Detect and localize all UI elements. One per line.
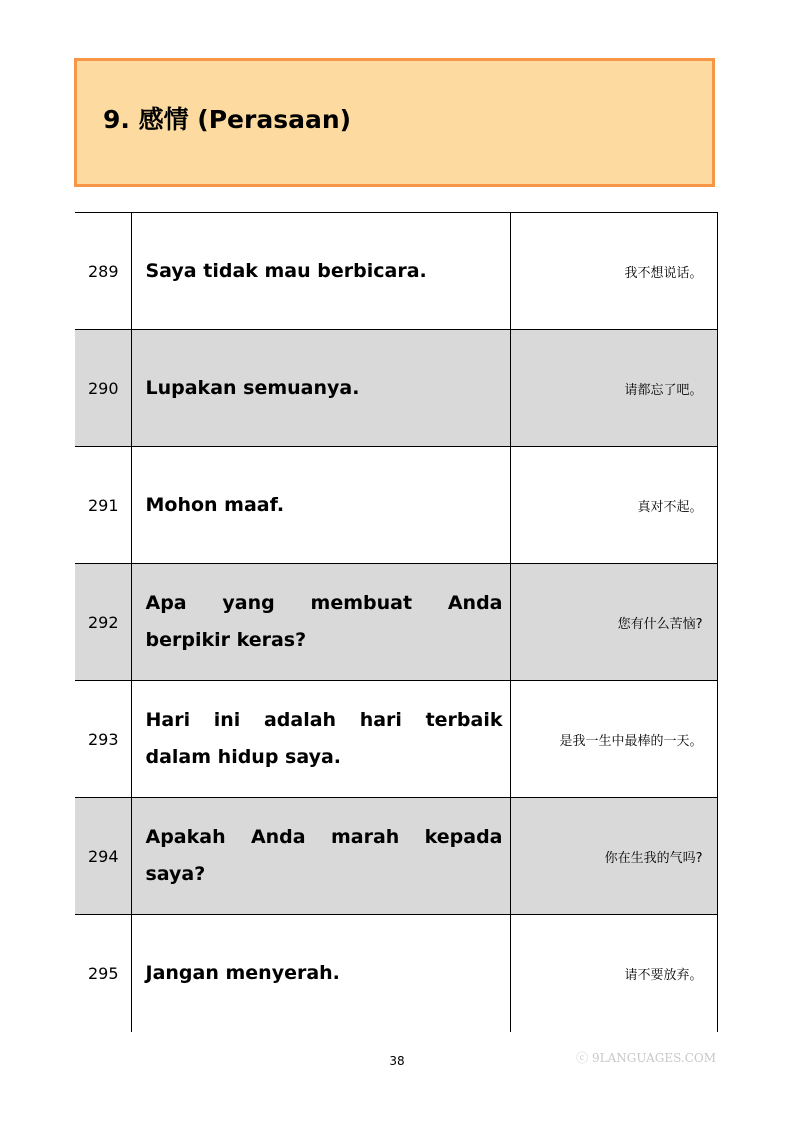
table-row <box>75 915 717 1032</box>
chinese-phrase: 是我一生中最棒的一天。 <box>510 681 717 798</box>
phrase-number: 290 <box>75 330 131 447</box>
chinese-phrase: 请不要放弃。 <box>510 915 717 1032</box>
page-number: 38 <box>389 1054 405 1068</box>
phrase-number: 295 <box>75 915 131 1032</box>
table-row <box>75 798 717 915</box>
malay-phrase: Saya tidak mau berbicara. <box>131 213 510 330</box>
phrase-number: 294 <box>75 798 131 915</box>
phrase-number: 291 <box>75 447 131 564</box>
section-title: 9. 感情 (Perasaan) <box>103 105 352 134</box>
phrase-number: 292 <box>75 564 131 681</box>
malay-phrase: Hari ini adalah hari terbaik dalam hidup saya. <box>131 681 510 798</box>
malay-phrase: Apakah Anda marah kepada saya? <box>131 798 510 915</box>
phrase-number: 293 <box>75 681 131 798</box>
watermark: ⓒ 9LANGUAGES.COM <box>576 1051 716 1065</box>
malay-phrase: Apa yang membuat Anda berpikir keras? <box>131 564 510 681</box>
chinese-phrase: 请都忘了吧。 <box>510 330 717 447</box>
phrase-number: 289 <box>75 213 131 330</box>
table-row <box>75 213 717 330</box>
chinese-phrase: 真对不起。 <box>510 447 717 564</box>
chinese-phrase: 您有什么苦恼? <box>510 564 717 681</box>
malay-phrase: Mohon maaf. <box>131 447 510 564</box>
section-header <box>74 58 715 187</box>
table-row <box>75 447 717 564</box>
table-row <box>75 681 717 798</box>
table-row <box>75 564 717 681</box>
chinese-phrase: 你在生我的气吗? <box>510 798 717 915</box>
chinese-phrase: 我不想说话。 <box>510 213 717 330</box>
phrase-table <box>75 212 718 1032</box>
table-row <box>75 330 717 447</box>
malay-phrase: Lupakan semuanya. <box>131 330 510 447</box>
malay-phrase: Jangan menyerah. <box>131 915 510 1032</box>
